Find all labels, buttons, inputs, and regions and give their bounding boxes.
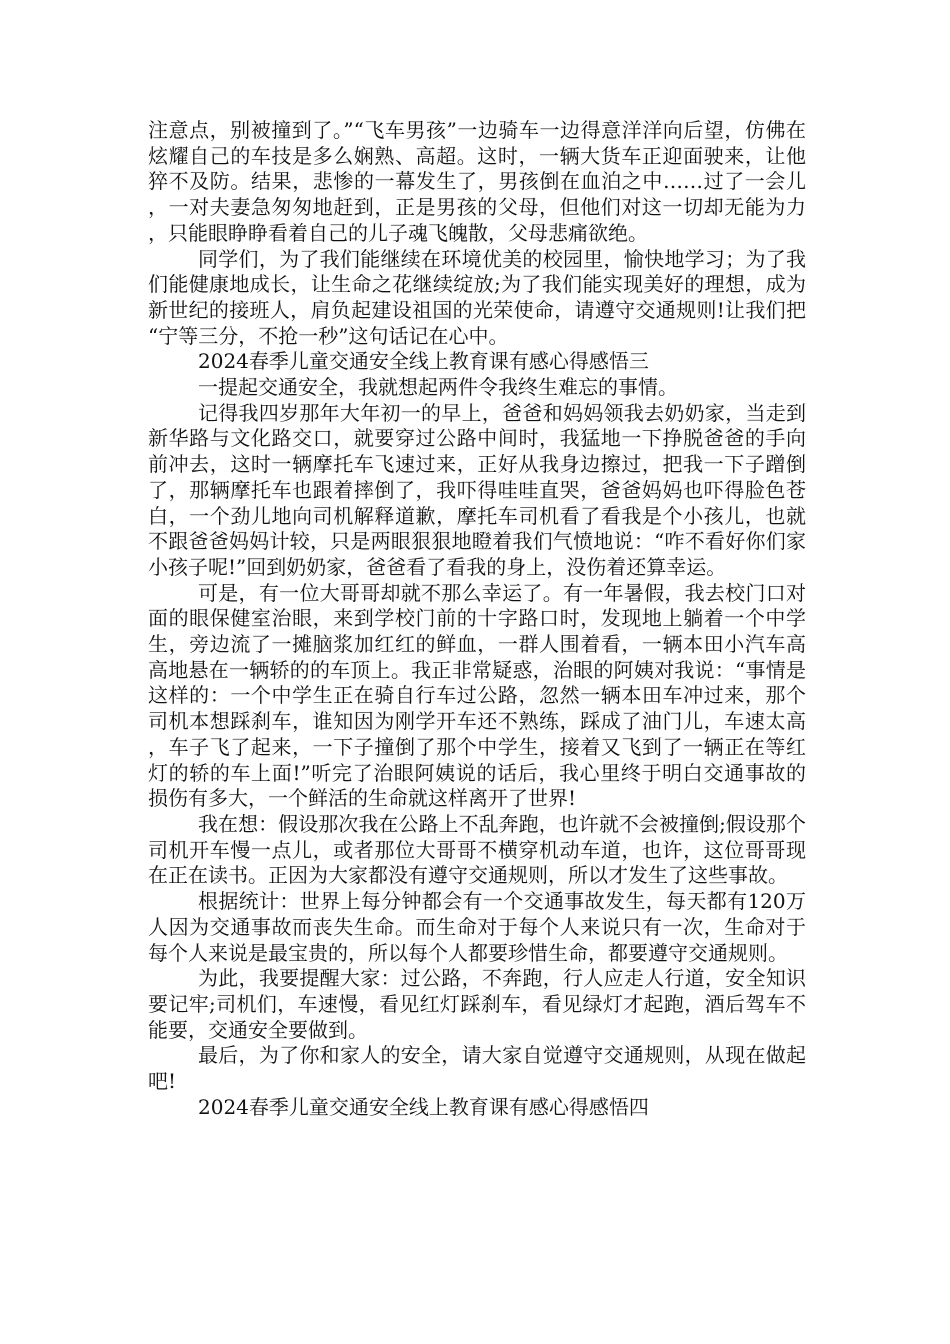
paragraph-statistics: 根据统计：世界上每分钟都会有一个交通事故发生，每天都有120万人因为交通事故而丧失生命。而生命对于每个人来说只有一次，生命对于每个人来说是最宝贵的，所以每个人都要珍惜生命，都要遵守交通规则。 bbox=[148, 889, 806, 965]
paragraph-closing: 最后，为了你和家人的安全，请大家自觉遵守交通规则，从现在做起吧! bbox=[148, 1043, 806, 1094]
paragraph-accident-story-end: 注意点，别被撞到了。”“飞车男孩”一边骑车一边得意洋洋向后望，仿佛在炫耀自己的车技是多么娴熟、高超。这时，一辆大货车正迎面驶来，让他猝不及防。结果，悲惨的一幕发生了，男孩倒在血泊之中……过了一会儿，一对夫妻急匆匆地赶到，正是男孩的父母，但他们对这一切却无能为力，只能眼睁睁看着自己的儿子魂飞魄散，父母悲痛欲绝。 bbox=[148, 118, 806, 245]
paragraph-reflection: 我在想：假设那次我在公路上不乱奔跑，也许就不会被撞倒;假设那个司机开车慢一点儿，或者那位大哥哥不横穿机动车道，也许，这位哥哥现在正在读书。正因为大家都没有遵守交通规则，所以才发生了这些事故。 bbox=[148, 811, 806, 888]
paragraph-intro-two-events: 一提起交通安全，我就想起两件令我终生难忘的事情。 bbox=[198, 375, 678, 400]
paragraph-reminder: 为此，我要提醒大家：过公路，不奔跑，行人应走人行道，安全知识要记牢;司机们，车速慢，看见红灯踩刹车，看见绿灯才起跑，酒后驾车不能要，交通安全要做到。 bbox=[148, 966, 806, 1042]
section-heading-four: 2024春季儿童交通安全线上教育课有感心得感悟四 bbox=[198, 1094, 649, 1119]
paragraph-motorcycle-event: 记得我四岁那年大年初一的早上，爸爸和妈妈领我去奶奶家，当走到新华路与文化路交口，就要穿过公路中间时，我猛地一下挣脱爸爸的手向前冲去，这时一辆摩托车飞速过来，正好从我身边擦过，把我一下子蹭倒了，那辆摩托车也跟着摔倒了，我吓得哇哇直哭，爸爸妈妈也吓得脸色苍白，一个劲儿地向司机解释道歉，摩托车司机看了看我是个小孩儿，也就不跟爸爸妈妈计较，只是两眼狠狠地瞪着我们气愤地说：“咋不看好你们家小孩子呢!”回到奶奶家，爸爸看了看我的身上，没伤着还算幸运。 bbox=[148, 400, 806, 579]
document-page bbox=[148, 118, 806, 1120]
paragraph-student-accident: 可是，有一位大哥哥却就不那么幸运了。有一年暑假，我去校门口对面的眼保健室治眼，来到学校门前的十字路口时，发现地上躺着一个中学生，旁边流了一摊脑浆加红红的鲜血，一群人围着看，一辆本田小汽车高高地悬在一辆轿的的车顶上。我正非常疑惑，治眼的阿姨对我说：“事情是这样的：一个中学生正在骑自行车过公路，忽然一辆本田车冲过来，那个司机本想踩刹车，谁知因为刚学开车还不熟练，踩成了油门儿，车速太高，车子飞了起来，一下子撞倒了那个中学生，接着又飞到了一辆正在等红灯的轿的车上面!”听完了治眼阿姨说的话后，我心里终于明白交通事故的损伤有多大，一个鲜活的生命就这样离开了世界! bbox=[148, 580, 806, 811]
section-heading-three: 2024春季儿童交通安全线上教育课有感心得感悟三 bbox=[198, 349, 649, 374]
paragraph-appeal-to-students: 同学们，为了我们能继续在环境优美的校园里，愉快地学习；为了我们能健康地成长，让生命之花继续绽放;为了我们能实现美好的理想，成为新世纪的接班人，肩负起建设祖国的光荣使命，请遵守交通规则!让我们把“宁等三分，不抢一秒”这句话记在心中。 bbox=[148, 246, 806, 348]
